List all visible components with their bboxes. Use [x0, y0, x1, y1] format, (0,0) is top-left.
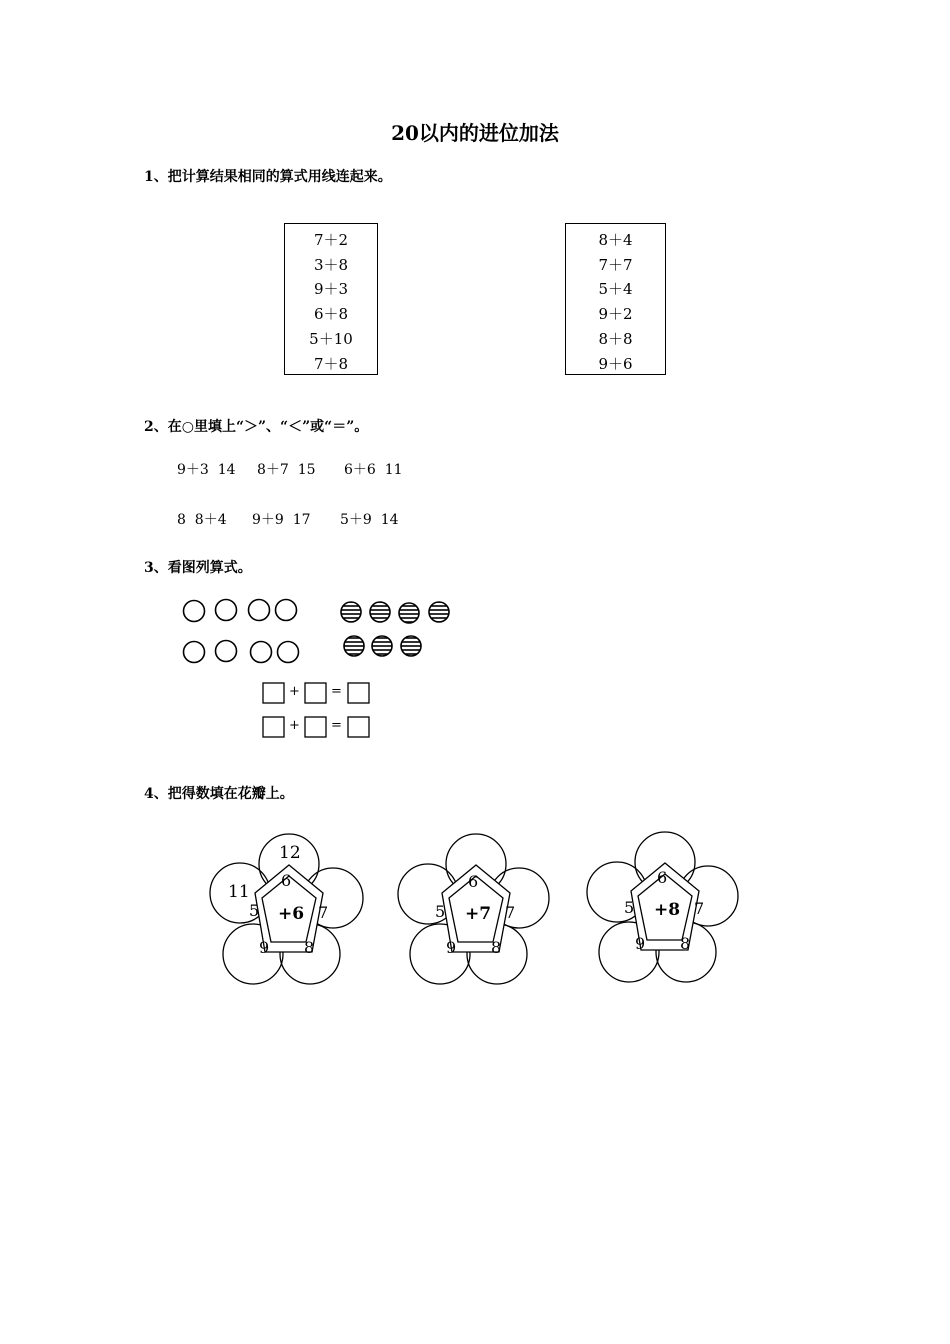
flower-center-label: +8	[654, 900, 681, 920]
flower-center-label: +7	[465, 904, 492, 924]
right-expression: 5＋4	[598, 280, 633, 298]
petal-answer: 11	[228, 882, 250, 902]
addend-number: 6	[657, 868, 668, 887]
comparison-item: 9＋9 17	[252, 512, 311, 528]
page-title: 20以内的进位加法	[391, 121, 559, 145]
left-expression: 9＋3	[313, 280, 349, 298]
equals-sign: =	[331, 684, 342, 699]
left-expression: 5＋10	[309, 330, 353, 348]
addend-number: 5	[249, 901, 260, 920]
addend-number: 5	[624, 898, 635, 917]
comparison-item: 8＋7 15	[257, 462, 316, 478]
right-expression: 8＋4	[598, 231, 633, 249]
petal-answer: 12	[279, 843, 301, 863]
right-expression: 8＋8	[598, 330, 633, 348]
addend-number: 8	[491, 938, 502, 957]
addend-number: 5	[435, 902, 446, 921]
addend-number: 7	[505, 903, 516, 922]
right-expression: 9＋2	[598, 305, 633, 323]
question-2-label: 2、在○里填上“＞”、“＜”或“＝”。	[144, 419, 369, 435]
flower-center-label: +6	[278, 904, 305, 924]
addend-number: 9	[635, 934, 646, 953]
left-expression: 6＋8	[313, 305, 349, 323]
addend-number: 7	[318, 903, 329, 922]
question-1-label: 1、把计算结果相同的算式用线连起来。	[144, 169, 392, 185]
addend-number: 7	[694, 899, 705, 918]
comparison-item: 6＋6 11	[344, 462, 403, 478]
addend-number: 6	[468, 872, 479, 891]
plus-sign: +	[289, 684, 300, 699]
addend-number: 9	[259, 938, 270, 957]
right-expression: 9＋6	[598, 355, 633, 373]
plus-sign: +	[289, 718, 300, 733]
addend-number: 6	[281, 871, 292, 890]
question-3-label: 3、看图列算式。	[144, 560, 252, 576]
right-expression: 7＋7	[598, 256, 633, 274]
comparison-item: 8 8＋4	[177, 512, 227, 528]
left-expression: 7＋8	[313, 355, 349, 373]
comparison-item: 5＋9 14	[340, 512, 399, 528]
addend-number: 8	[304, 938, 315, 957]
addend-number: 8	[680, 934, 691, 953]
left-expression: 7＋2	[313, 231, 349, 249]
addend-number: 9	[446, 938, 457, 957]
question-4-label: 4、把得数填在花瓣上。	[144, 786, 294, 802]
left-expression: 3＋8	[313, 256, 349, 274]
comparison-item: 9＋3 14	[177, 462, 236, 478]
equals-sign: =	[331, 718, 342, 733]
